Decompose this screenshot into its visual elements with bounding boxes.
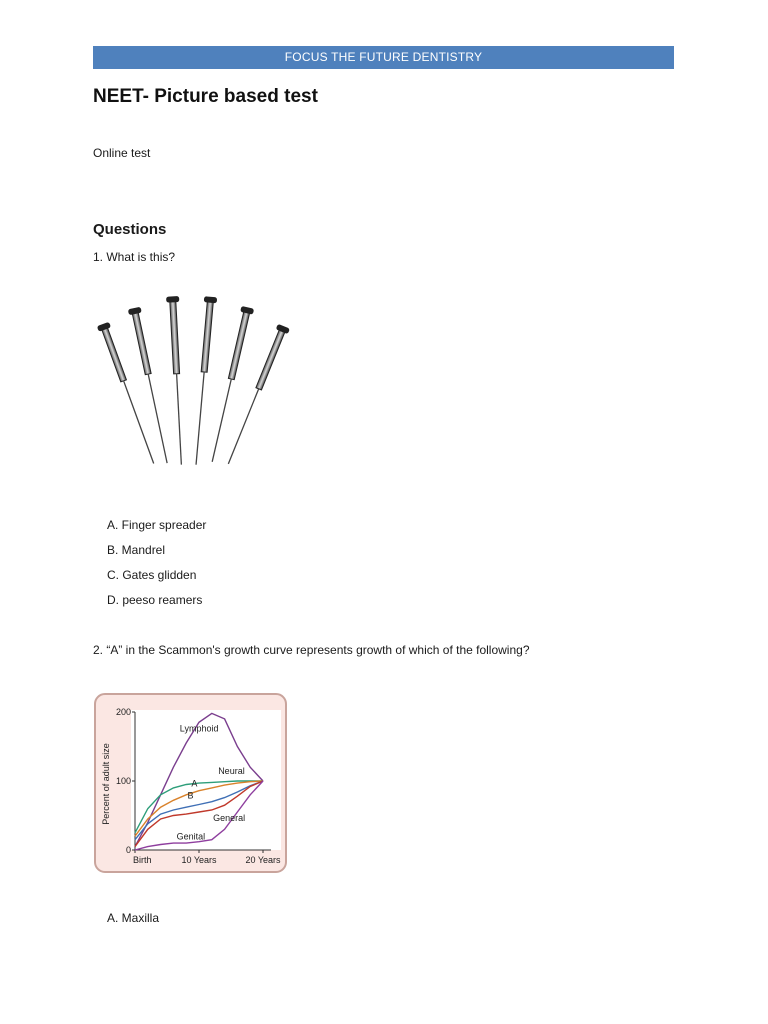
q1-option-c: C. Gates glidden — [107, 568, 197, 582]
instruments-figure — [93, 295, 298, 485]
x-tick-label: 10 Years — [181, 855, 217, 865]
series-label: A — [191, 778, 198, 789]
question-2: 2. “A” in the Scammon's growth curve represents growth of which of the following? — [93, 643, 530, 657]
series-label: General — [213, 813, 246, 824]
instrument-3 — [167, 297, 188, 465]
instrument-5 — [206, 307, 253, 464]
x-tick-label: 20 Years — [245, 855, 281, 865]
question-1: 1. What is this? — [93, 250, 176, 264]
series-label: Neural — [218, 766, 245, 777]
series-label: B — [187, 790, 194, 801]
instrument-2 — [128, 307, 173, 464]
page-title: NEET- Picture based test — [93, 86, 318, 107]
scammon-growth-chart — [93, 692, 288, 874]
y-tick-label: 100 — [115, 776, 131, 786]
q1-option-d: D. peeso reamers — [107, 593, 203, 607]
y-axis-label: Percent of adult size — [101, 743, 111, 825]
x-tick-label: Birth — [133, 855, 152, 865]
q2-option-a: A. Maxilla — [107, 911, 160, 925]
y-tick-label: 200 — [115, 707, 131, 717]
q1-option-b: B. Mandrel — [107, 543, 166, 557]
instrument-4 — [190, 297, 217, 465]
series-label: Genital — [176, 831, 206, 842]
header-banner: FOCUS THE FUTURE DENTISTRY — [93, 46, 674, 69]
section-title: Questions — [93, 221, 167, 238]
y-tick-label: 0 — [125, 845, 131, 855]
subtitle: Online test — [93, 146, 151, 160]
instrument-1 — [97, 322, 159, 465]
q1-option-a: A. Finger spreader — [107, 518, 207, 532]
instrument-6 — [223, 324, 290, 466]
series-label: Lymphoid — [179, 723, 219, 734]
